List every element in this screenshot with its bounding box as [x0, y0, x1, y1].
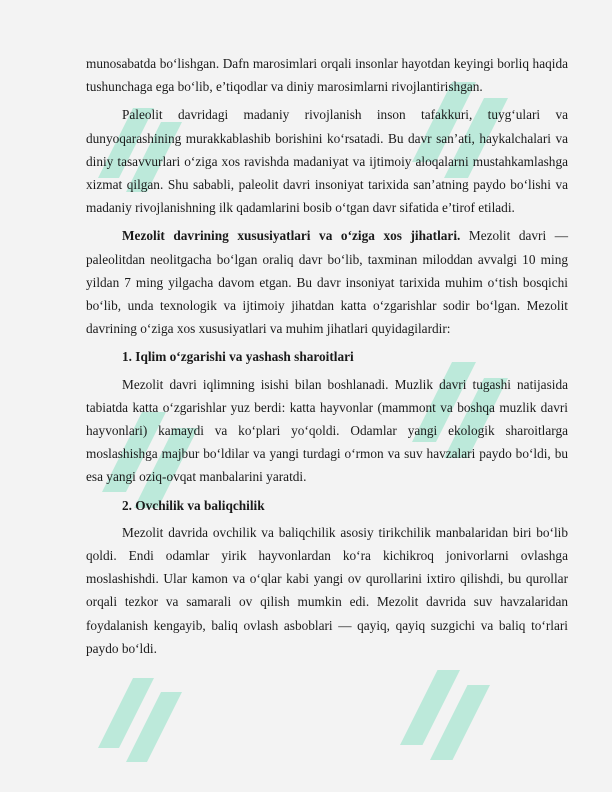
- section-heading-climate: 1. Iqlim o‘zgarishi va yashash sharoitlari: [122, 349, 354, 365]
- paragraph-hunting: Mezolit davrida ovchilik va baliqchilik asosiy tirikchilik manbalaridan biri bo‘lib qoldi. Endi odamlar yirik hayvonlardan ko‘ra kichikroq jonivorlarni ovlashga moslashishdi. Ular kamon va o‘qlar kabi yangi ov qurollarini ixtiro qilishdi, bu qurollar orqali tezkor va samarali ov qilish mumkin edi. Mezolit davrida suv havzalaridan foydalanish kengayib, baliq ovlash asboblari — qayiq, qayiq suzgichi va baliq to‘rlari paydo bo‘ldi.: [86, 524, 568, 656]
- paragraph-mezolit-text: Mezolit davri — paleolitdan neolitgacha bo‘lgan oraliq davr bo‘lib, taxminan miloddan avvalgi 10 ming yildan 7 ming yilgacha davom etgan. Bu davr insoniyat tarixida muhim o‘tish bosqichi bo‘lib, unda texnologik va ijtimoiy jihatdan katta o‘zgarishlar sodir bo‘lgan. Mezolit davrining o‘ziga xos xususiyatlari va muhim jihatlari quyidagilardir:: [86, 228, 568, 337]
- watermark-logo-icon: [370, 640, 520, 790]
- paragraph-paleolit-culture: Paleolit davridagi madaniy rivojlanish inson tafakkuri, tuyg‘ulari va dunyoqarashining murakkablashib borishini ko‘rsatadi. Bu davr san’ati, haykalchalari va diniy tasavvurlari o‘ziga xos ravishda madaniyat va ijtimoiy aloqalarni mustahkamlashga xizmat qilgan. Shu sababli, paleolit davri insoniyat tarixida san’atning paydo bo‘lishi va madaniy rivojlanishning ilk qadamlarini bosib o‘tgan davr sifatida e’tirof etiladi.: [86, 107, 568, 216]
- paragraph-mezolit-intro: [86, 224, 568, 340]
- watermark-logo-icon: [70, 650, 210, 790]
- section-heading-hunting: 2. Ovchilik va baliqchilik: [122, 497, 265, 513]
- paragraph-continuation: munosabatda bo‘lishgan. Dafn marosimlari orqali insonlar hayotdan keyingi borliq haqida tushunchaga ega bo‘lib, e’tiqodlar va diniy marosimlarni rivojlantirishgan.: [86, 56, 568, 95]
- paragraph-lead-heading: Mezolit davrining xususiyatlari va o‘ziga xos jihatlari.: [122, 228, 461, 244]
- document-body: [86, 52, 568, 660]
- paragraph-climate: Mezolit davri iqlimning isishi bilan boshlanadi. Muzlik davri tugashi natijasida tabiatda katta o‘zgarishlar yuz berdi: katta hayvonlar (mammont va boshqa muzlik davri hayvonlari) kamaydi va ko‘plari yo‘qoldi. Odamlar yangi ekologik sharoitlarga moslashishga majbur bo‘ldilar va yangi turdagi o‘rmon va suv havzalari paydo bo‘ldi, bu esa yangi oziq-ovqat manbalarini yaratdi.: [86, 376, 568, 485]
